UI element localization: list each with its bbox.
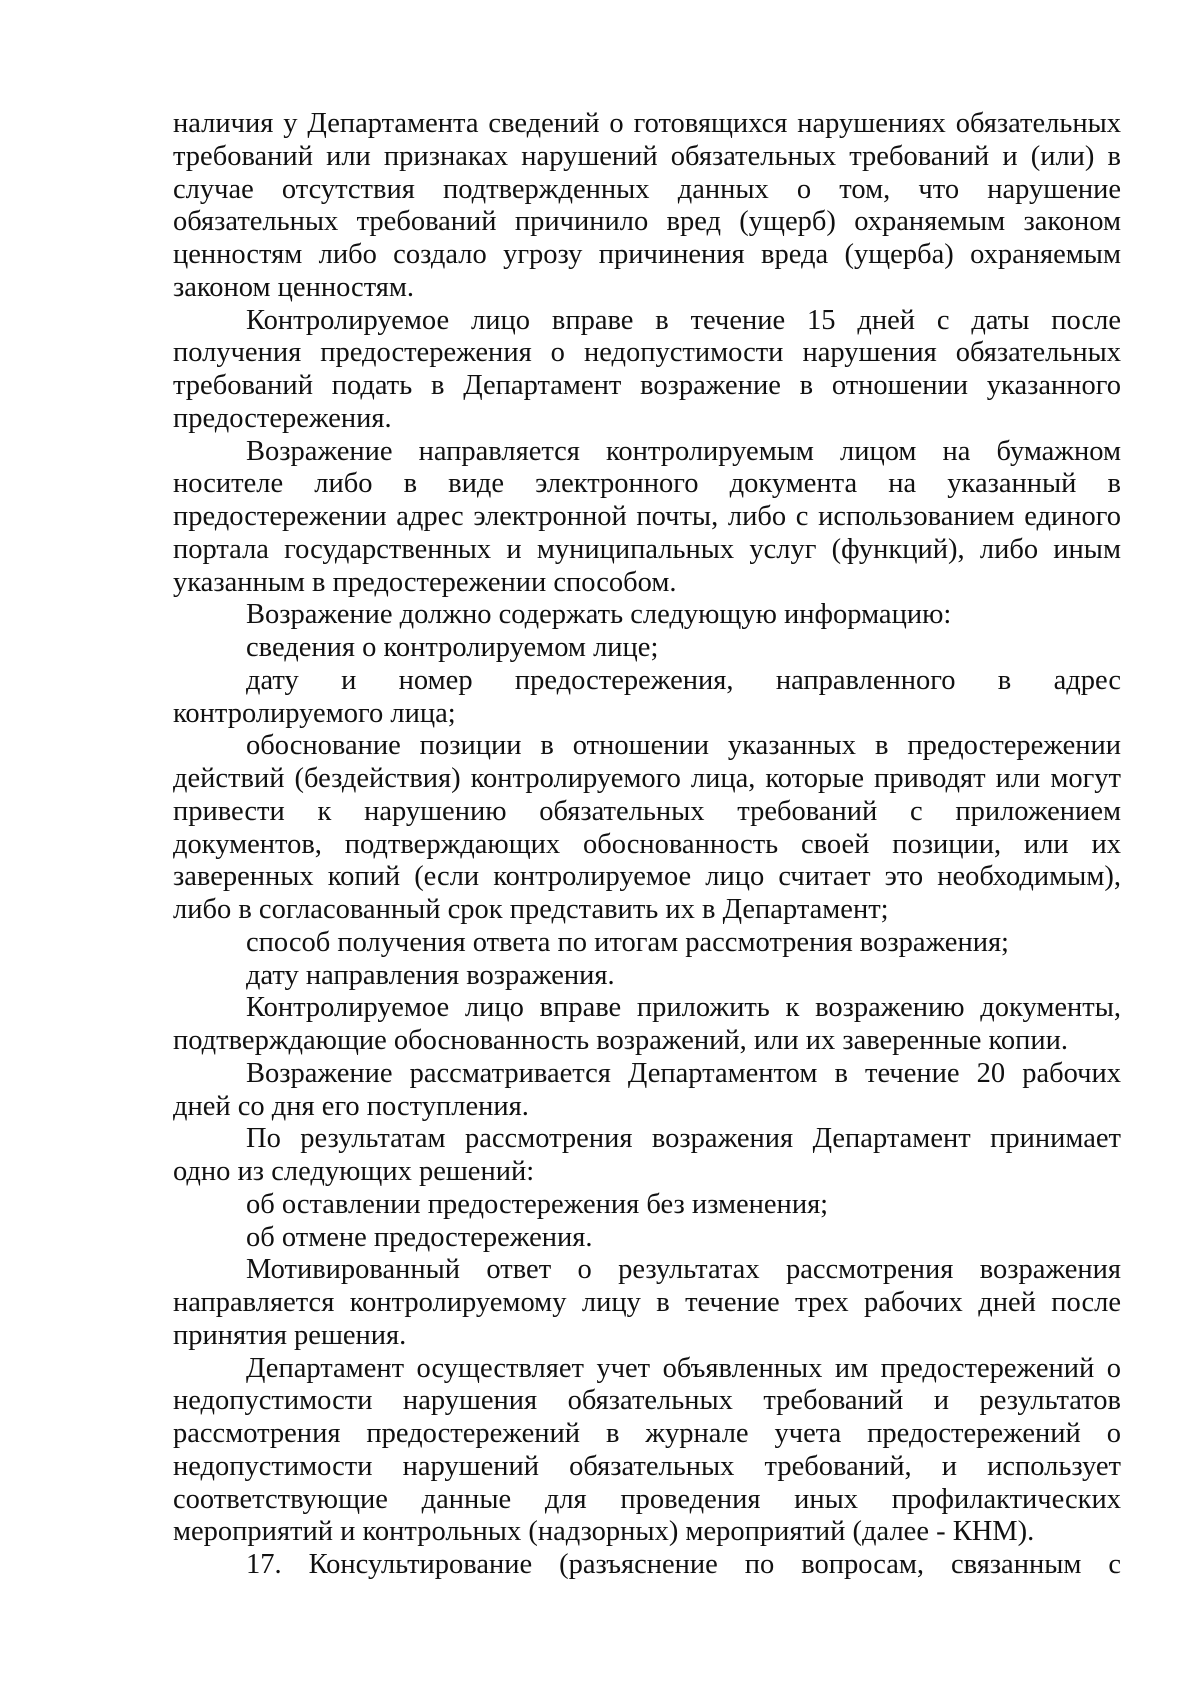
list-item-date-number: дату и номер предостережения, направленного в адрес контролируемого лица; (173, 664, 1121, 729)
list-item-cancel-warning: об отмене предостережения. (246, 1221, 593, 1253)
paragraph-reasoned-response: Мотивированный ответ о результатах рассмотрения возражения направляется контролируемому лицу в течение трех рабочих дней после принятия решения. (173, 1254, 1121, 1351)
list-item-response-method: способ получения ответа по итогам рассмотрения возражения; (246, 926, 1009, 958)
paragraph-objection-contents: Возражение должно содержать следующую информацию: (246, 599, 952, 631)
list-item-justification: обоснование позиции в отношении указанных в предостережении действий (бездействия) контролируемого лица, которые приводят или могут привести к нарушению обязательных требований с приложением документов, подтверждающих обоснованность своей позиции, или их заверенных копий (если контролируемое лицо считает это необходимым), либо в согласованный срок представить их в Департамент; (173, 730, 1121, 925)
paragraph-continuation: наличия у Департамента сведений о готовящихся нарушениях обязательных требований или признаках нарушений обязательных требований и (или) в случае отсутствия подтвержденных данных о том, что нарушение обязательных требований причинило вред (ущерб) охраняемым законом ценностям либо создало угрозу причинения вреда (ущерба) охраняемым законом ценностям. (173, 108, 1121, 303)
list-item-objection-date: дату направления возражения. (246, 959, 615, 991)
paragraph-consultation-start: 17. Консультирование (разъяснение по вопросам, связанным с (246, 1549, 1121, 1580)
list-item-keep-warning: об оставлении предостережения без изменения; (246, 1188, 829, 1220)
paragraph-review-period: Возражение рассматривается Департаментом в течение 20 рабочих дней со дня его поступления. (173, 1057, 1121, 1122)
paragraph-attach-documents: Контролируемое лицо вправе приложить к возражению документы, подтверждающие обоснованность возражений, или их заверенные копии. (173, 992, 1121, 1056)
paragraph-decisions: По результатам рассмотрения возражения Департамент принимает одно из следующих решений: (173, 1123, 1121, 1187)
paragraph-objection-delivery: Возражение направляется контролируемым лицом на бумажном носителе либо в виде электронного документа на указанный в предостережении адрес электронной почты, либо с использованием единого портала государственных и муниципальных услуг (функций), либо иным указанным в предостережении способом. (173, 435, 1121, 598)
paragraph-objection-right: Контролируемое лицо вправе в течение 15 дней с даты после получения предостережения о недопустимости нарушения обязательных требований подать в Департамент возражение в отношении указанного предостережения. (173, 304, 1121, 434)
list-item-person-info: сведения о контролируемом лице; (246, 632, 659, 663)
document-page (173, 108, 1121, 1582)
paragraph-registry: Департамент осуществляет учет объявленных им предостережений о недопустимости нарушения обязательных требований и результатов рассмотрения предостережений в журнале учета предостережений о недопустимости нарушений обязательных требований, и использует соответствующие данные для проведения иных профилактических мероприятий и контрольных (надзорных) мероприятий (далее - КНМ). (173, 1352, 1121, 1548)
